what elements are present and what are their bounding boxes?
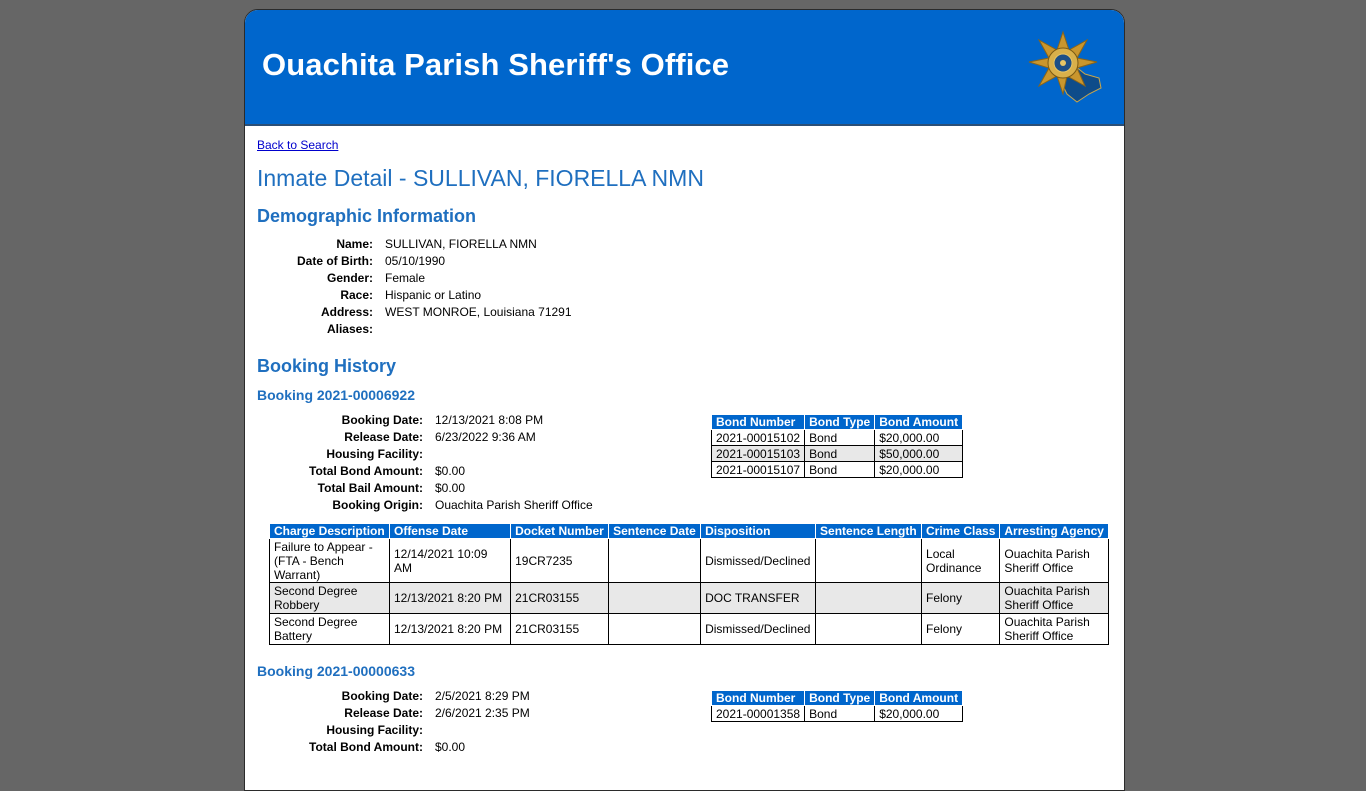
arresting-agency-cell: Ouachita Parish Sheriff Office: [1000, 614, 1109, 645]
bond-number-cell: 2021-00015102: [712, 430, 805, 446]
bond-amount-header: Bond Amount: [875, 415, 963, 430]
docket-number-header: Docket Number: [511, 524, 609, 539]
docket-number-cell: 19CR7235: [511, 539, 609, 583]
booking-history-heading: Booking History: [257, 356, 397, 376]
site-title: Ouachita Parish Sheriff's Office: [262, 47, 730, 82]
back-to-search-link[interactable]: Back to Search: [257, 138, 339, 152]
main-content: [245, 126, 1124, 791]
disposition-cell: Dismissed/Declined: [701, 614, 816, 645]
gender-label: Gender:: [326, 271, 373, 285]
release-date-value: 6/23/2022 9:36 AM: [435, 430, 536, 444]
table-row: [712, 446, 963, 462]
bond-type-header: Bond Type: [805, 691, 875, 706]
disposition-cell: Dismissed/Declined: [701, 539, 816, 583]
bond-number-cell: 2021-00001358: [712, 706, 805, 722]
bond-amount-cell: $20,000.00: [875, 706, 963, 722]
crime-class-cell: Local Ordinance: [922, 539, 1000, 583]
total-bail-label: Total Bail Amount:: [317, 481, 423, 495]
housing-facility-label: Housing Facility:: [326, 723, 423, 737]
address-value: WEST MONROE, Louisiana 71291: [385, 305, 572, 319]
booking-summary: [257, 689, 1112, 791]
housing-facility-value: [435, 723, 530, 737]
charges-table: [269, 523, 1109, 645]
table-row: [270, 583, 1109, 614]
disposition-cell: DOC TRANSFER: [701, 583, 816, 614]
bond-header-row: [712, 415, 963, 430]
booking-info-list: [257, 689, 530, 754]
booking-date-value: 12/13/2021 8:08 PM: [435, 413, 544, 427]
sentence-date-header: Sentence Date: [609, 524, 701, 539]
booking-date-label: Booking Date:: [341, 413, 423, 427]
name-value: SULLIVAN, FIORELLA NMN: [385, 237, 537, 251]
bond-type-cell: Bond: [805, 430, 875, 446]
total-bail-value: $0.00: [435, 481, 466, 495]
docket-number-cell: 21CR03155: [511, 614, 609, 645]
booking-summary: [257, 413, 1112, 523]
sentence-length-cell: [816, 614, 922, 645]
bond-type-cell: Bond: [805, 446, 875, 462]
table-row: [712, 706, 963, 722]
charges-header-row: [270, 524, 1109, 539]
sheriff-badge-icon: [1027, 30, 1107, 108]
aliases-label: Aliases:: [326, 322, 373, 336]
table-row: [270, 614, 1109, 645]
sentence-date-cell: [609, 614, 701, 645]
sentence-length-cell: [816, 583, 922, 614]
sentence-date-cell: [609, 583, 701, 614]
charge-description-cell: Second Degree Robbery: [270, 583, 390, 614]
booking-title: Booking 2021-00006922: [257, 387, 415, 403]
race-value: Hispanic or Latino: [385, 288, 482, 302]
table-row: [712, 430, 963, 446]
booking-info-list: [257, 413, 593, 512]
booking-origin-value: Ouachita Parish Sheriff Office: [435, 498, 593, 512]
booking-origin-label: Booking Origin:: [332, 498, 423, 512]
booking-date-value: 2/5/2021 8:29 PM: [435, 689, 530, 703]
total-bond-label: Total Bond Amount:: [309, 740, 423, 754]
bond-type-cell: Bond: [805, 462, 875, 478]
name-label: Name:: [336, 237, 373, 251]
table-row: [270, 539, 1109, 583]
bond-amount-cell: $50,000.00: [875, 446, 963, 462]
bond-table: [711, 414, 963, 478]
offense-date-cell: 12/14/2021 10:09 AM: [389, 539, 510, 583]
release-date-label: Release Date:: [344, 430, 423, 444]
dob-label: Date of Birth:: [297, 254, 373, 268]
sentence-length-cell: [816, 539, 922, 583]
bond-amount-cell: $20,000.00: [875, 430, 963, 446]
arresting-agency-cell: Ouachita Parish Sheriff Office: [1000, 583, 1109, 614]
housing-facility-value: [435, 447, 593, 461]
crime-class-cell: Felony: [922, 583, 1000, 614]
gender-value: Female: [385, 271, 426, 285]
bond-header-row: [712, 691, 963, 706]
table-row: [712, 462, 963, 478]
crime-class-header: Crime Class: [922, 524, 1000, 539]
bond-number-cell: 2021-00015107: [712, 462, 805, 478]
race-label: Race:: [340, 288, 373, 302]
crime-class-cell: Felony: [922, 614, 1000, 645]
bond-type-header: Bond Type: [805, 415, 875, 430]
charge-description-cell: Second Degree Battery: [270, 614, 390, 645]
total-bond-label: Total Bond Amount:: [309, 464, 423, 478]
charge-description-header: Charge Description: [270, 524, 390, 539]
bond-amount-header: Bond Amount: [875, 691, 963, 706]
offense-date-cell: 12/13/2021 8:20 PM: [389, 583, 510, 614]
bond-number-cell: 2021-00015103: [712, 446, 805, 462]
booking-title: Booking 2021-00000633: [257, 663, 415, 679]
site-header: [245, 10, 1124, 126]
charge-description-cell: Failure to Appear - (FTA - Bench Warrant): [270, 539, 390, 583]
sentence-date-cell: [609, 539, 701, 583]
bond-type-cell: Bond: [805, 706, 875, 722]
sentence-length-header: Sentence Length: [816, 524, 922, 539]
bond-number-header: Bond Number: [712, 691, 805, 706]
disposition-header: Disposition: [701, 524, 816, 539]
bond-number-header: Bond Number: [712, 415, 805, 430]
arresting-agency-header: Arresting Agency: [1000, 524, 1109, 539]
offense-date-header: Offense Date: [389, 524, 510, 539]
docket-number-cell: 21CR03155: [511, 583, 609, 614]
offense-date-cell: 12/13/2021 8:20 PM: [389, 614, 510, 645]
total-bond-value: $0.00: [435, 740, 466, 754]
demographics-list: [257, 237, 1112, 336]
page-container: [244, 9, 1125, 791]
page-title: Inmate Detail - SULLIVAN, FIORELLA NMN: [257, 165, 704, 191]
aliases-value: [385, 322, 1112, 336]
address-label: Address:: [320, 305, 373, 319]
housing-facility-label: Housing Facility:: [326, 447, 423, 461]
arresting-agency-cell: Ouachita Parish Sheriff Office: [1000, 539, 1109, 583]
total-bond-value: $0.00: [435, 464, 466, 478]
release-date-label: Release Date:: [344, 706, 423, 720]
dob-value: 05/10/1990: [385, 254, 446, 268]
release-date-value: 2/6/2021 2:35 PM: [435, 706, 530, 720]
bond-table: [711, 690, 963, 722]
booking-date-label: Booking Date:: [341, 689, 423, 703]
demographics-heading: Demographic Information: [257, 206, 477, 226]
bond-amount-cell: $20,000.00: [875, 462, 963, 478]
